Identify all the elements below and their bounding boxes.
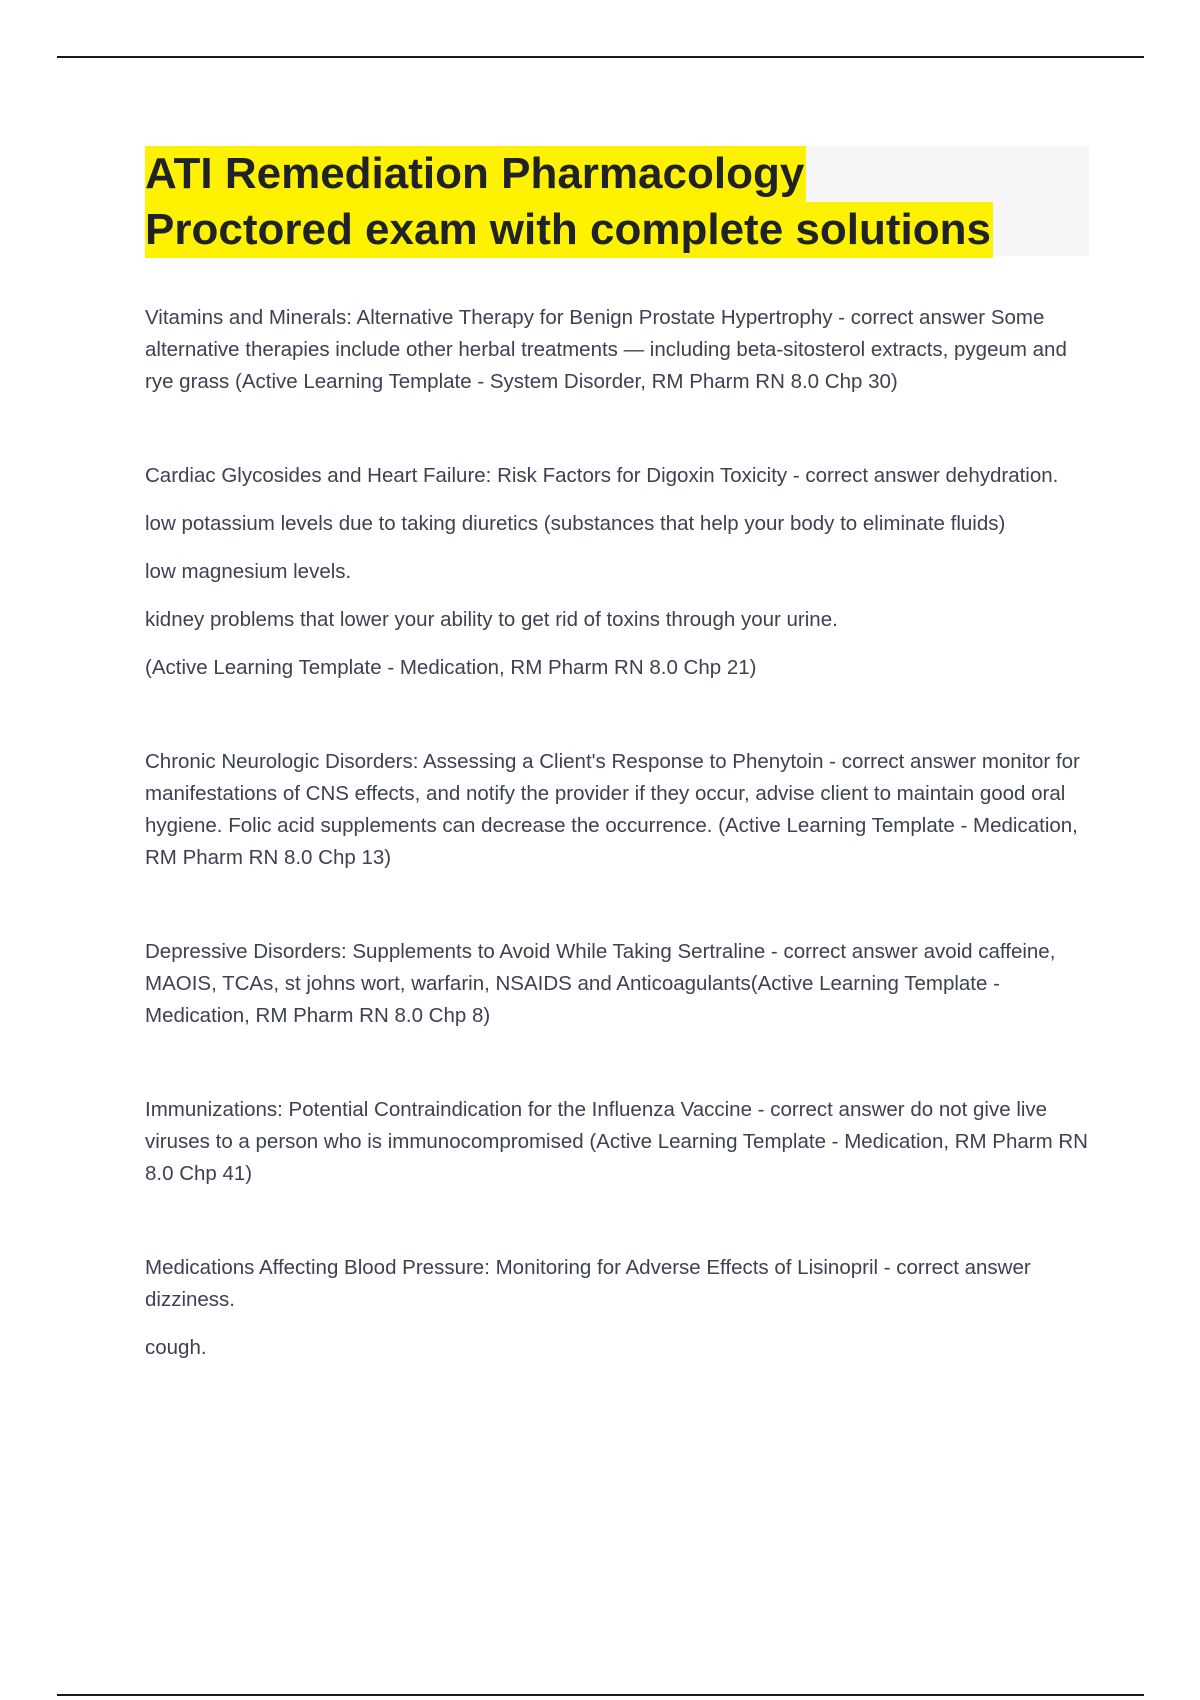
entry-line: low magnesium levels.	[145, 560, 352, 583]
qa-entry-phenytoin	[145, 746, 1095, 874]
entry-text: Cardiac Glycosides and Heart Failure: Risk Factors for Digoxin Toxicity - correct answer dehydration.	[145, 464, 1059, 487]
entry-text: Vitamins and Minerals: Alternative Therapy for Benign Prostate Hypertrophy - correct answer Some alternative therapies include other herbal treatments — including beta-sitosterol extracts, pygeum and rye grass (Active Learning Template - System Disorder, RM Pharm RN 8.0 Chp 30)	[145, 306, 1067, 393]
top-rule	[57, 56, 1144, 58]
title-line-2: Proctored exam with complete solutions	[145, 202, 993, 258]
qa-entry-influenza	[145, 1094, 1095, 1190]
entry-text: Medications Affecting Blood Pressure: Monitoring for Adverse Effects of Lisinopril - correct answer dizziness.	[145, 1256, 1031, 1311]
qa-entry-digoxin	[145, 460, 1095, 684]
page-title	[145, 146, 1089, 258]
qa-entry-lisinopril	[145, 1252, 1095, 1364]
title-line-1: ATI Remediation Pharmacology	[145, 146, 806, 202]
entry-line: (Active Learning Template - Medication, RM Pharm RN 8.0 Chp 21)	[145, 656, 757, 679]
entry-text: Immunizations: Potential Contraindication for the Influenza Vaccine - correct answer do not give live viruses to a person who is immunocompromised (Active Learning Template - Medication, RM Pharm RN 8.0 Chp 41)	[145, 1098, 1088, 1185]
entry-line: kidney problems that lower your ability to get rid of toxins through your urine.	[145, 608, 838, 631]
document-body	[145, 302, 1095, 1364]
entry-line: low potassium levels due to taking diuretics (substances that help your body to eliminate fluids)	[145, 512, 1006, 535]
qa-entry-sertraline	[145, 936, 1095, 1032]
bottom-rule	[57, 1694, 1144, 1696]
entry-line: cough.	[145, 1336, 207, 1359]
entry-text: Chronic Neurologic Disorders: Assessing a Client's Response to Phenytoin - correct answer monitor for manifestations of CNS effects, and notify the provider if they occur, advise client to maintain good oral hygiene. Folic acid supplements can decrease the occurrence. (Active Learning Template - Medication, RM Pharm RN 8.0 Chp 13)	[145, 750, 1080, 869]
entry-text: Depressive Disorders: Supplements to Avoid While Taking Sertraline - correct answer avoid caffeine, MAOIS, TCAs, st johns wort, warfarin, NSAIDS and Anticoagulants(Active Learning Template - Medication, RM Pharm RN 8.0 Chp 8)	[145, 940, 1056, 1027]
qa-entry-bph	[145, 302, 1095, 398]
